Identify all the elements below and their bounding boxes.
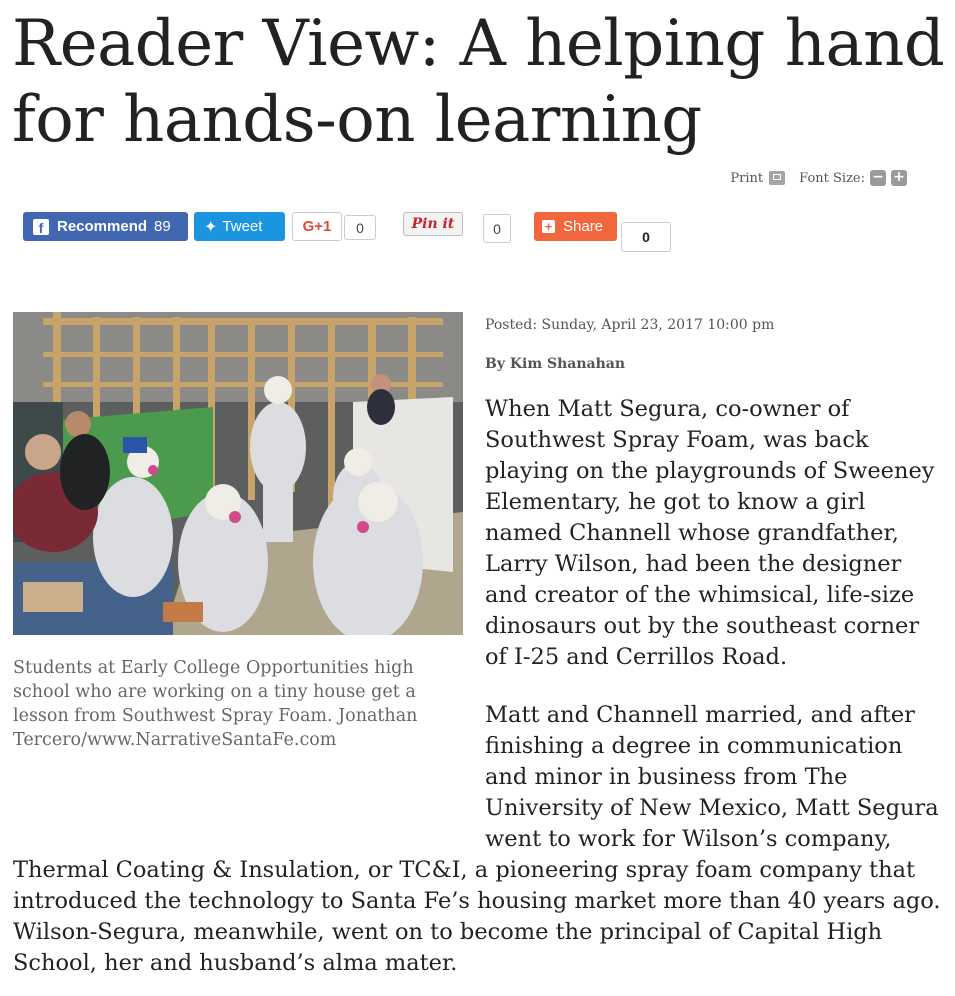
pinterest-button[interactable]: Pin it [403,212,463,236]
article-tools [730,170,907,186]
share-count: 0 [621,222,671,252]
plus-icon: + [542,220,555,233]
byline: By Kim Shanahan [485,356,626,372]
google-plus-button[interactable]: G+1 [292,212,342,241]
facebook-count: 89 [154,218,171,235]
google-plus-count: 0 [344,215,376,240]
tweet-button[interactable]: ✦ Tweet [194,212,285,241]
article-paragraph: Matt and Channell married, and after finishing a degree in communication and minor in business from The University of New Mexico, Matt Segura went to work for Wilson’s company, [485,702,939,852]
article-title: Reader View: A helping hand for hands-on learning [12,7,945,157]
twitter-bird-icon: ✦ [204,218,218,236]
pinterest-count: 0 [483,214,511,243]
article-photo[interactable] [13,312,463,635]
print-link[interactable]: Print [730,170,764,186]
article-paragraph: When Matt Segura, co-owner of Southwest Spray Foam, was back playing on the playgrounds of Sweeney Elementary, he got to know a girl named Channell whose grandfather, Larry Wilson, had been the designer and creator of the whimsical, life-size dinosaurs out by the southeast corner of I-25 and Cerrillos Road. [485,396,935,670]
font-increase-button[interactable]: + [891,170,907,186]
article-paragraph: Thermal Coating & Insulation, or TC&I, a pioneering spray foam company that introduced the technology to Santa Fe’s housing market more than 40 years ago. Wilson-Segura, meanwhile, went on to become the principal of Capital High School, her and husband’s alma mater. [13,857,941,976]
workshop-photo-illustration [13,312,463,635]
photo-caption: Students at Early College Opportunities high school who are working on a tiny house get a lesson from Southwest Spray Foam. Jonathan Tercero/www.NarrativeSantaFe.com [13,658,418,750]
share-button[interactable]: + Share [534,212,617,241]
facebook-icon: f [33,219,49,235]
font-decrease-button[interactable]: − [870,170,886,186]
font-size-label: Font Size: [799,170,865,186]
facebook-recommend-button[interactable]: f Recommend 89 [23,212,188,241]
posted-date: Posted: Sunday, April 23, 2017 10:00 pm [485,317,775,333]
printer-icon[interactable] [769,171,785,185]
